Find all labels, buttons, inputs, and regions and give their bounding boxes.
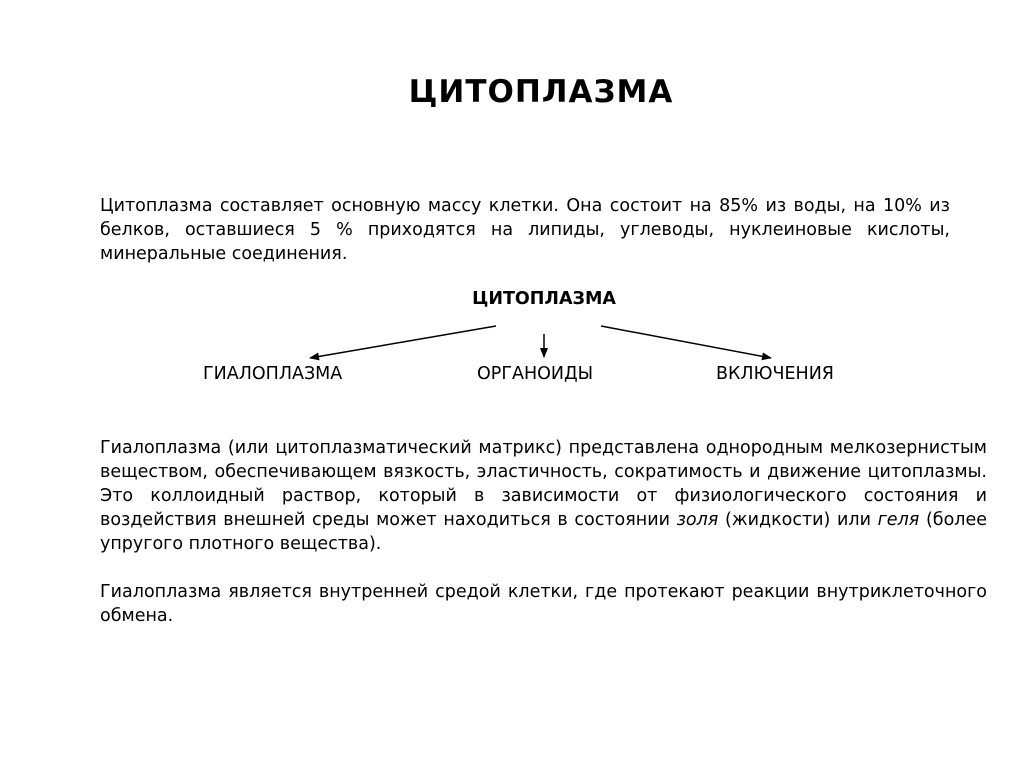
hyaloplasm-text-1: Гиалоплазма (или цитоплазматический матрикс) представлена однородным мелкозернистым веществом, обеспечивающем вязкость, эластичность, сократимость и движение цитоплазмы. Это коллоидный раствор, который в зависимости от физиологического состояния и воздействия внешней среды может находиться в состоянии [100,438,987,530]
term-gel: геля [877,510,920,530]
hyaloplasm-text-3: (более упругого плотного вещества). [100,510,987,554]
term-sol: золя [676,510,719,530]
intro-paragraph: Цитоплазма составляет основную массу клетки. Она состоит на 85% из воды, на 10% из белков, оставшиеся 5 % приходятся на липиды, углеводы, нуклеиновые кислоты, минеральные соединения. [100,196,950,264]
branch-hyaloplasm: ГИАЛОПЛАЗМА [203,364,343,384]
page-title: ЦИТОПЛАЗМА [408,74,674,110]
arrow-to-inclusions [601,326,771,358]
hyaloplasm-text-2: (жидкости) или [718,510,878,530]
diagram-root-label: ЦИТОПЛАЗМА [472,289,616,309]
hyaloplasm-paragraph [100,436,987,556]
arrow-to-hyaloplasm [310,326,496,358]
branch-organoids: ОРГАНОИДЫ [477,364,594,384]
branch-inclusions: ВКЛЮЧЕНИЯ [716,364,834,384]
hyaloplasm-paragraph-2: Гиалоплазма является внутренней средой клетки, где протекают реакции внутриклеточного обмена. [100,582,987,626]
